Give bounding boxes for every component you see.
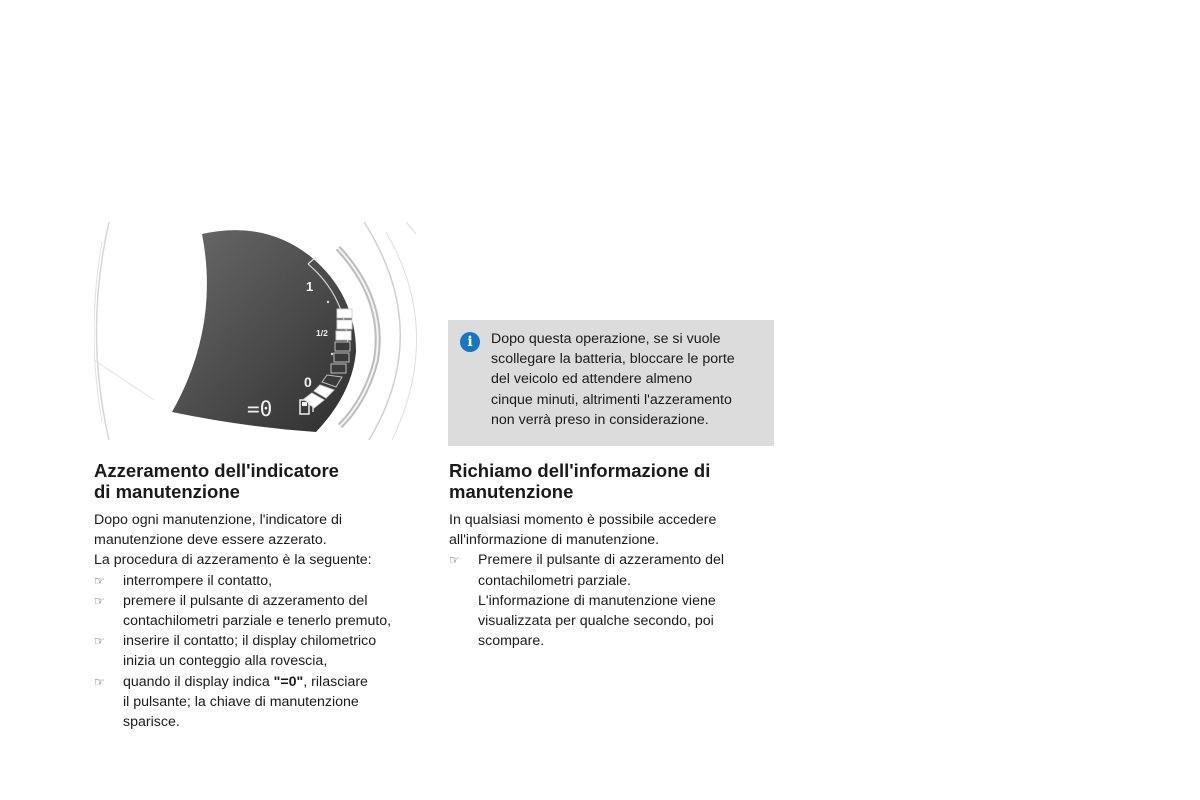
gauge-label-full: 1 — [306, 279, 314, 294]
scale-tick — [331, 353, 333, 355]
paragraph-line: In qualsiasi momento è possibile accedere — [449, 512, 717, 528]
display-value-emphasis: "=0" — [273, 673, 304, 690]
fuel-gauge-illustration — [94, 222, 420, 442]
gauge-label-half: 1/2 — [316, 328, 328, 338]
bezel-arc-right — [364, 222, 400, 440]
fuel-level-segment — [337, 309, 352, 318]
list-item: ☞ inserire il contatto; il display chilometrico inizia un conteggio alla rovescia, — [94, 633, 377, 670]
info-icon: i — [460, 332, 480, 352]
bezel-arc-outer — [97, 222, 110, 440]
info-note-box — [448, 320, 774, 446]
pointing-hand-icon: ☞ — [94, 674, 105, 689]
list-item: ☞ interrompere il contatto, — [94, 571, 434, 591]
fuel-level-segment — [335, 342, 350, 351]
pointing-hand-icon: ☞ — [94, 593, 105, 608]
pointing-hand-icon: ☞ — [94, 573, 105, 588]
info-note-line: non verrà preso in considerazione. — [491, 411, 709, 428]
gauge-label-empty: 0 — [304, 374, 312, 390]
info-note-text — [491, 329, 765, 430]
reset-procedure-text — [94, 510, 434, 732]
bezel-line-top — [406, 222, 416, 234]
fuel-level-segment — [331, 364, 346, 373]
paragraph-line: manutenzione deve essere azzerato. — [94, 532, 327, 549]
fuel-gauge-svg — [94, 222, 420, 442]
list-item: ☞ quando il display indica "=0", rilasciare il pulsante; la chiave di manutenzione sparisce. — [94, 673, 368, 731]
info-note-line: scollegare la batteria, bloccare le porte — [491, 351, 735, 368]
scale-tick — [327, 301, 329, 303]
fuel-level-segment — [336, 331, 351, 340]
list-item: ☞ Premere il pulsante di azzeramento del contachilometri parziale. L'informazione di manutenzione viene visualizzata per qualche secondo, poi scompare. — [449, 552, 725, 650]
section-title-reset: Azzeramento dell'indicatore di manutenzione — [94, 460, 339, 502]
bezel-line — [94, 360, 154, 400]
section-title-recall: Richiamo dell'informazione di manutenzione — [449, 460, 711, 502]
bezel-arc-right2 — [386, 232, 417, 440]
odometer-display: =0 — [247, 397, 273, 421]
info-note-line: Dopo questa operazione, se si vuole — [491, 331, 721, 347]
fuel-level-segment — [334, 353, 349, 362]
list-item: ☞ premere il pulsante di azzeramento del contachilometri parziale e tenerlo premuto, — [94, 592, 392, 630]
info-note-line: cinque minuti, altrimenti l'azzeramento — [491, 391, 732, 408]
info-note-line: del veicolo ed attendere almeno — [491, 371, 693, 388]
fuel-level-segment — [337, 320, 352, 329]
paragraph-line: Dopo ogni manutenzione, l'indicatore di — [94, 512, 342, 528]
pointing-hand-icon: ☞ — [94, 634, 105, 649]
recall-procedure-text — [449, 510, 769, 651]
paragraph-line: La procedura di azzeramento è la seguente: — [94, 552, 372, 569]
paragraph-line: all'informazione di manutenzione. — [449, 532, 660, 549]
pointing-hand-icon: ☞ — [449, 553, 460, 568]
